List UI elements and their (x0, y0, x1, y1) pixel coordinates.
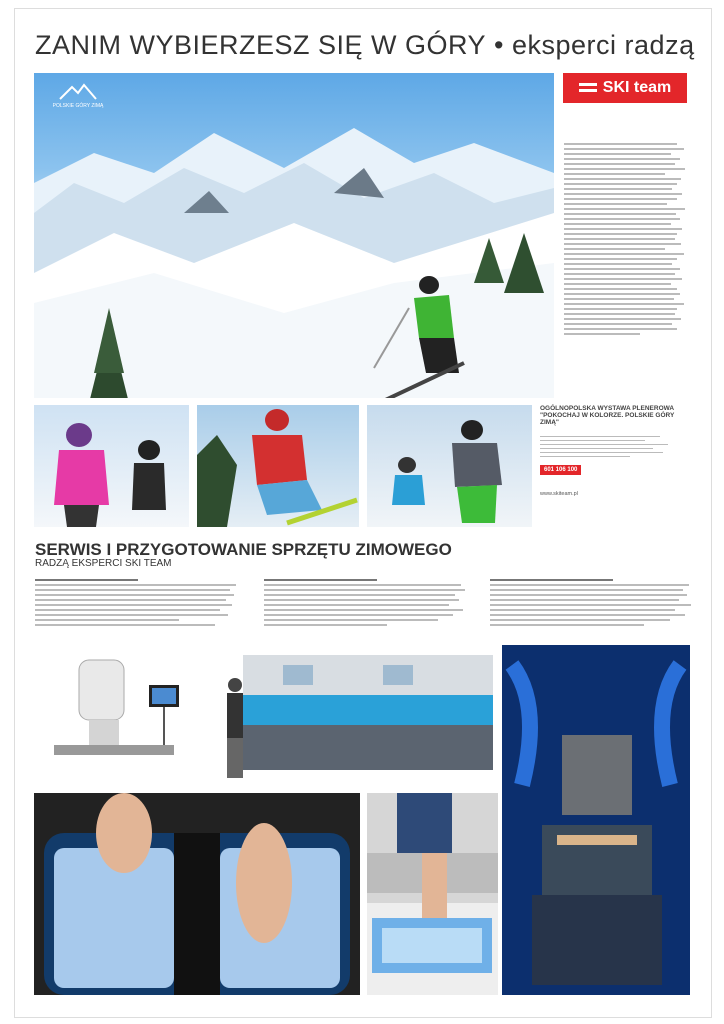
text-column-1 (35, 576, 240, 640)
text-column-2 (264, 576, 469, 640)
ski-team-icon (579, 81, 597, 95)
ski-service-machine-photo (223, 645, 498, 780)
ski-team-logo: SKI team (563, 73, 687, 103)
ski-grinding-machine-interior-photo (502, 645, 690, 995)
advice-text-column (564, 140, 690, 395)
skier-pink-photo (34, 405, 189, 527)
exhibition-heading: OGÓLNOPOLSKA WYSTAWA PLENEROWA "POKOCHAJ W KOLORZE. POLSKIE GÓRY ZIMĄ" (540, 405, 675, 426)
website-link[interactable]: www.skiteam.pl (540, 491, 578, 497)
section-subtitle: RADZĄ EKSPERCI SKI TEAM (35, 558, 172, 569)
section-title: SERWIS I PRZYGOTOWANIE SPRZĘTU ZIMOWEGO (35, 540, 452, 559)
page-title: ZANIM WYBIERZESZ SIĘ W GÓRY • eksperci radzą (35, 30, 695, 60)
hero-ski-photo (34, 73, 554, 398)
foot-platform-photo (367, 793, 498, 995)
foot-scanner-photo (34, 793, 360, 995)
polskie-gory-zima-logo: POLSKIE GÓRY ZIMĄ (48, 83, 108, 113)
skier-red-photo (197, 405, 359, 527)
skiers-group-photo (367, 405, 532, 527)
boot-fitting-machine-photo (34, 645, 220, 780)
exhibition-info-box (540, 405, 690, 530)
phone-number[interactable]: 601 106 100 (540, 465, 581, 475)
text-column-3 (490, 576, 695, 640)
